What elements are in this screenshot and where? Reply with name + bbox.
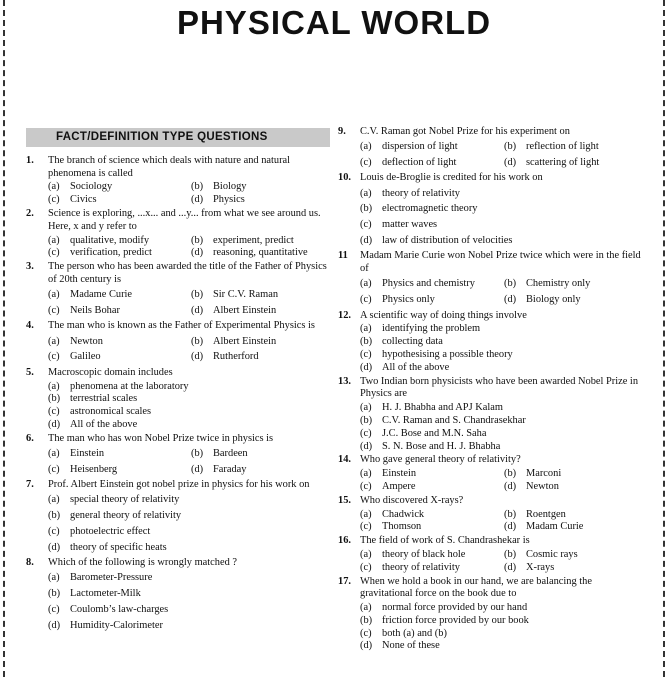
option-label: (d) <box>504 561 517 573</box>
option-label: (c) <box>360 157 372 169</box>
options-list <box>360 140 644 172</box>
question-text: C.V. Raman got Nobel Prize for his experiment on <box>360 126 570 137</box>
option-item <box>48 604 330 617</box>
option-text: collecting data <box>382 336 443 348</box>
option-label: (a) <box>360 323 372 335</box>
option-text: general theory of relativity <box>70 510 182 522</box>
option-item <box>360 362 644 375</box>
option-label: (d) <box>191 351 204 363</box>
question-15 <box>338 495 644 534</box>
question-2 <box>26 208 330 260</box>
option-item <box>48 588 330 601</box>
option-label: (b) <box>48 588 61 600</box>
option-item <box>48 235 187 248</box>
option-label: (a) <box>360 602 372 614</box>
option-text: Chadwick <box>382 508 425 520</box>
option-item <box>48 526 330 539</box>
options-list <box>48 288 330 320</box>
option-label: (b) <box>191 289 204 301</box>
option-item <box>360 141 500 154</box>
option-item <box>360 441 644 454</box>
options-list <box>360 602 644 653</box>
left-question-list <box>26 155 330 634</box>
question-number: 1. <box>26 154 34 166</box>
question-text: The field of work of S. Chandrashekar is <box>360 535 530 547</box>
option-item <box>48 448 187 461</box>
option-text: Albert Einstein <box>213 305 277 317</box>
option-label: (d) <box>360 361 373 373</box>
option-text: hypothesising a possible theory <box>382 348 513 360</box>
option-text: scattering of light <box>526 157 600 169</box>
question-text: Which of the following is wrongly matched ? <box>48 557 238 569</box>
option-text: phenomena at the laboratory <box>70 380 189 392</box>
option-text: theory of relativity <box>382 187 460 199</box>
option-text: Heisenberg <box>70 463 118 475</box>
option-item <box>48 620 330 633</box>
option-label: (b) <box>360 414 373 426</box>
option-item <box>191 181 330 194</box>
option-item <box>360 203 644 216</box>
option-label: (c) <box>48 406 60 418</box>
option-label: (a) <box>48 494 60 506</box>
option-item <box>360 235 644 248</box>
option-label: (b) <box>504 141 517 153</box>
question-text: Science is exploring, ...x... and ...y... from what we see around us. Here, x and y refer to <box>48 207 321 232</box>
option-item <box>48 336 187 349</box>
option-text: Humidity-Calorimeter <box>70 619 163 631</box>
option-text: X-rays <box>526 561 555 573</box>
option-label: (c) <box>48 247 60 259</box>
option-item <box>191 336 330 349</box>
question-1 <box>26 155 330 207</box>
option-item <box>504 157 644 170</box>
question-number: 2. <box>26 207 34 219</box>
question-number: 3. <box>26 261 34 273</box>
option-label: (c) <box>48 526 60 538</box>
right-page-border <box>663 0 665 677</box>
option-label: (b) <box>48 510 61 522</box>
question-text: The man who is known as the Father of Experimental Physics is <box>48 320 315 332</box>
option-text: Roentgen <box>526 508 566 520</box>
option-item <box>191 194 330 207</box>
option-item <box>191 289 330 302</box>
option-label: (d) <box>48 418 61 430</box>
question-14 <box>338 454 644 493</box>
option-item <box>360 415 644 428</box>
option-text: Newton <box>526 480 559 492</box>
question-5 <box>26 367 330 432</box>
option-label: (c) <box>360 480 372 492</box>
option-text: electromagnetic theory <box>382 203 478 215</box>
option-item <box>360 628 644 641</box>
question-text: The person who has been awarded the title of the Father of Physics of 20th century is <box>48 261 327 285</box>
option-text: Coulomb’s law-charges <box>70 604 169 615</box>
option-text: J.C. Bose and M.N. Saha <box>382 427 487 439</box>
option-label: (b) <box>504 508 517 520</box>
option-text: Neils Bohar <box>70 305 120 317</box>
question-4 <box>26 320 330 365</box>
option-text: deflection of light <box>382 157 457 169</box>
option-text: Civics <box>70 194 97 206</box>
option-item <box>360 349 644 362</box>
option-text: Madame Curie <box>70 289 133 301</box>
left-page-border <box>3 0 5 677</box>
question-text: Who gave general theory of relativity? <box>360 454 521 466</box>
question-number: 16. <box>338 535 351 547</box>
option-item <box>504 481 644 494</box>
option-item <box>48 247 187 260</box>
option-label: (a) <box>48 335 60 347</box>
option-text: Sir C.V. Raman <box>213 289 279 301</box>
option-label: (d) <box>191 463 204 475</box>
option-item <box>504 562 644 575</box>
option-text: Ampere <box>382 480 416 492</box>
options-list <box>360 323 644 374</box>
option-label: (d) <box>360 440 373 452</box>
option-label: (c) <box>48 305 60 317</box>
options-list <box>360 402 644 453</box>
option-label: (c) <box>360 219 372 231</box>
option-text: Thomson <box>382 521 422 533</box>
option-label: (a) <box>360 278 372 290</box>
option-text: Physics only <box>382 294 435 306</box>
option-item <box>360 602 644 615</box>
question-number: 5. <box>26 366 34 378</box>
option-label: (c) <box>360 294 372 306</box>
option-label: (a) <box>48 289 60 301</box>
option-text: special theory of relativity <box>70 494 180 506</box>
right-column <box>338 126 644 654</box>
option-text: Rutherford <box>213 351 259 363</box>
option-text: S. N. Bose and H. J. Bhabha <box>382 440 501 452</box>
question-17 <box>338 576 644 654</box>
option-label: (b) <box>191 181 204 193</box>
option-label: (b) <box>191 234 204 246</box>
option-label: (b) <box>504 548 517 560</box>
question-text: Two Indian born physicists who have been awarded Nobel Prize in Physics are <box>360 375 639 400</box>
option-text: Bardeen <box>213 448 248 460</box>
option-item <box>504 468 644 481</box>
option-item <box>48 194 187 207</box>
options-list <box>48 334 330 366</box>
option-item <box>360 481 500 494</box>
option-item <box>504 521 644 534</box>
question-number: 17. <box>338 575 351 587</box>
option-item <box>504 278 644 291</box>
option-item <box>360 278 500 291</box>
option-label: (b) <box>191 448 204 460</box>
option-text: verification, predict <box>70 247 152 259</box>
question-3 <box>26 261 330 319</box>
option-label: (d) <box>504 157 517 169</box>
option-item <box>360 336 644 349</box>
option-text: experiment, predict <box>213 234 294 246</box>
question-10 <box>338 172 644 249</box>
option-label: (d) <box>48 541 61 553</box>
option-text: Lactometer-Milk <box>70 588 141 600</box>
options-list <box>360 186 644 249</box>
option-item <box>48 464 187 477</box>
question-number: 13. <box>338 375 351 387</box>
option-label: (b) <box>504 468 517 480</box>
question-number: 7. <box>26 479 34 491</box>
question-number: 15. <box>338 494 351 506</box>
option-text: Physics and chemistry <box>382 278 475 290</box>
option-text: Galileo <box>70 351 101 363</box>
option-item <box>504 509 644 522</box>
question-text: The branch of science which deals with nature and natural phenomena is called <box>48 154 291 179</box>
option-label: (b) <box>504 278 517 290</box>
options-list <box>48 381 330 432</box>
option-text: theory of relativity <box>382 561 460 573</box>
option-text: law of distribution of velocities <box>382 235 513 247</box>
option-item <box>48 510 330 523</box>
option-item <box>48 494 330 507</box>
options-list <box>360 468 644 494</box>
options-list <box>360 549 644 575</box>
option-text: friction force provided by our book <box>382 614 529 626</box>
question-7 <box>26 479 330 556</box>
option-label: (d) <box>191 305 204 317</box>
option-text: All of the above <box>70 418 138 430</box>
option-item <box>48 305 187 318</box>
option-label: (c) <box>48 194 60 206</box>
option-item <box>48 406 330 419</box>
options-list <box>360 277 644 309</box>
option-label: (c) <box>48 604 60 615</box>
option-item <box>191 235 330 248</box>
option-text: Biology only <box>526 294 581 306</box>
option-label: (c) <box>360 348 372 360</box>
question-6 <box>26 433 330 478</box>
option-item <box>48 381 330 394</box>
option-text: Faraday <box>213 463 247 475</box>
options-list <box>48 571 330 634</box>
question-text: Who discovered X-rays? <box>360 494 464 506</box>
question-text: When we hold a book in our hand, we are balancing the gravitational force on the book due to <box>360 575 592 600</box>
option-text: Albert Einstein <box>213 335 277 347</box>
options-list <box>48 493 330 556</box>
option-text: matter waves <box>382 219 438 231</box>
option-item <box>360 219 644 232</box>
option-text: Einstein <box>382 468 417 480</box>
option-item <box>360 562 500 575</box>
option-label: (d) <box>191 194 204 206</box>
question-9 <box>338 126 644 171</box>
option-item <box>360 428 644 441</box>
option-item <box>48 542 330 555</box>
option-text: H. J. Bhabha and APJ Kalam <box>382 402 503 414</box>
option-text: dispersion of light <box>382 141 458 153</box>
option-label: (b) <box>360 336 373 348</box>
option-item <box>360 188 644 201</box>
option-text: Chemistry only <box>526 278 591 290</box>
option-label: (b) <box>48 393 61 405</box>
option-text: reflection of light <box>526 141 599 153</box>
options-list <box>48 447 330 479</box>
option-text: Marconi <box>526 468 562 480</box>
option-label: (d) <box>360 235 373 247</box>
options-list <box>360 509 644 535</box>
question-text: Prof. Albert Einstein got nobel prize in physics for his work on <box>48 479 310 491</box>
option-item <box>48 393 330 406</box>
option-label: (c) <box>360 561 372 573</box>
option-item <box>504 549 644 562</box>
question-text: A scientific way of doing things involve <box>360 309 527 321</box>
question-text: The man who has won Nobel Prize twice in physics is <box>48 432 274 444</box>
question-11 <box>338 250 644 308</box>
option-label: (d) <box>48 619 61 631</box>
option-item <box>191 351 330 364</box>
option-item <box>48 419 330 432</box>
option-text: Madam Curie <box>526 521 584 533</box>
option-label: (d) <box>191 247 204 259</box>
option-item <box>48 351 187 364</box>
option-item <box>360 468 500 481</box>
option-item <box>360 521 500 534</box>
option-label: (a) <box>360 141 372 153</box>
option-label: (b) <box>360 614 373 626</box>
option-text: theory of specific heats <box>70 541 167 553</box>
option-item <box>191 305 330 318</box>
option-text: Cosmic rays <box>526 548 578 560</box>
option-label: (c) <box>360 521 372 533</box>
option-item <box>360 615 644 628</box>
question-12 <box>338 310 644 375</box>
option-text: None of these <box>382 640 440 652</box>
option-text: photoelectric effect <box>70 526 151 538</box>
option-label: (a) <box>48 380 60 392</box>
option-label: (a) <box>360 508 372 520</box>
option-label: (a) <box>360 187 372 199</box>
option-item <box>360 640 644 653</box>
option-item <box>504 294 644 307</box>
option-text: Biology <box>213 181 247 193</box>
option-text: All of the above <box>382 361 450 373</box>
option-label: (a) <box>360 402 372 414</box>
option-text: normal force provided by our hand <box>382 602 528 614</box>
option-label: (a) <box>360 468 372 480</box>
option-text: terrestrial scales <box>70 393 138 405</box>
option-label: (c) <box>360 627 372 639</box>
option-label: (a) <box>48 181 60 193</box>
section-heading: FACT/DEFINITION TYPE QUESTIONS <box>26 128 330 147</box>
option-label: (d) <box>504 521 517 533</box>
option-label: (d) <box>360 640 373 652</box>
option-label: (a) <box>360 548 372 560</box>
option-text: Physics <box>213 194 245 206</box>
option-item <box>504 141 644 154</box>
right-question-list <box>338 126 644 653</box>
question-number: 10. <box>338 172 351 184</box>
option-text: both (a) and (b) <box>382 627 447 639</box>
page-title: PHYSICAL WORLD <box>176 4 492 41</box>
option-text: theory of black hole <box>382 548 466 560</box>
option-item <box>191 464 330 477</box>
option-label: (d) <box>504 480 517 492</box>
option-text: Newton <box>70 335 103 347</box>
question-number: 12. <box>338 309 351 321</box>
option-label: (c) <box>48 351 60 363</box>
option-label: (c) <box>360 427 372 439</box>
question-text: Macroscopic domain includes <box>48 366 173 378</box>
option-text: qualitative, modify <box>70 234 150 246</box>
option-label: (a) <box>48 572 60 584</box>
option-item <box>360 323 644 336</box>
option-text: identifying the problem <box>382 323 481 335</box>
option-item <box>191 448 330 461</box>
option-item <box>191 247 330 260</box>
option-text: Barometer-Pressure <box>70 572 153 584</box>
option-item <box>48 289 187 302</box>
question-text: Madam Marie Curie won Nobel Prize twice which were in the field of <box>360 250 641 275</box>
question-number: 9. <box>338 126 346 137</box>
question-text: Louis de-Broglie is credited for his work on <box>360 172 543 184</box>
option-text: reasoning, quantitative <box>213 247 308 259</box>
options-list <box>48 235 330 261</box>
question-8 <box>26 557 330 634</box>
option-text: Sociology <box>70 181 113 193</box>
option-text: astronomical scales <box>70 406 152 418</box>
question-13 <box>338 376 644 454</box>
question-number: 8. <box>26 557 34 569</box>
option-text: Einstein <box>70 448 105 460</box>
question-16 <box>338 535 644 574</box>
option-item <box>360 402 644 415</box>
question-number: 11 <box>338 250 348 262</box>
option-item <box>360 509 500 522</box>
option-label: (a) <box>48 448 60 460</box>
option-item <box>360 549 500 562</box>
option-label: (b) <box>191 335 204 347</box>
options-list <box>48 181 330 207</box>
left-column <box>26 128 330 635</box>
option-item <box>48 572 330 585</box>
option-label: (d) <box>504 294 517 306</box>
question-number: 6. <box>26 432 34 444</box>
option-item <box>48 181 187 194</box>
option-item <box>360 294 500 307</box>
option-label: (b) <box>360 203 373 215</box>
option-text: C.V. Raman and S. Chandrasekhar <box>382 414 526 426</box>
option-label: (c) <box>48 463 60 475</box>
option-item <box>360 157 500 170</box>
option-label: (a) <box>48 234 60 246</box>
question-number: 4. <box>26 320 34 332</box>
question-number: 14. <box>338 454 351 466</box>
